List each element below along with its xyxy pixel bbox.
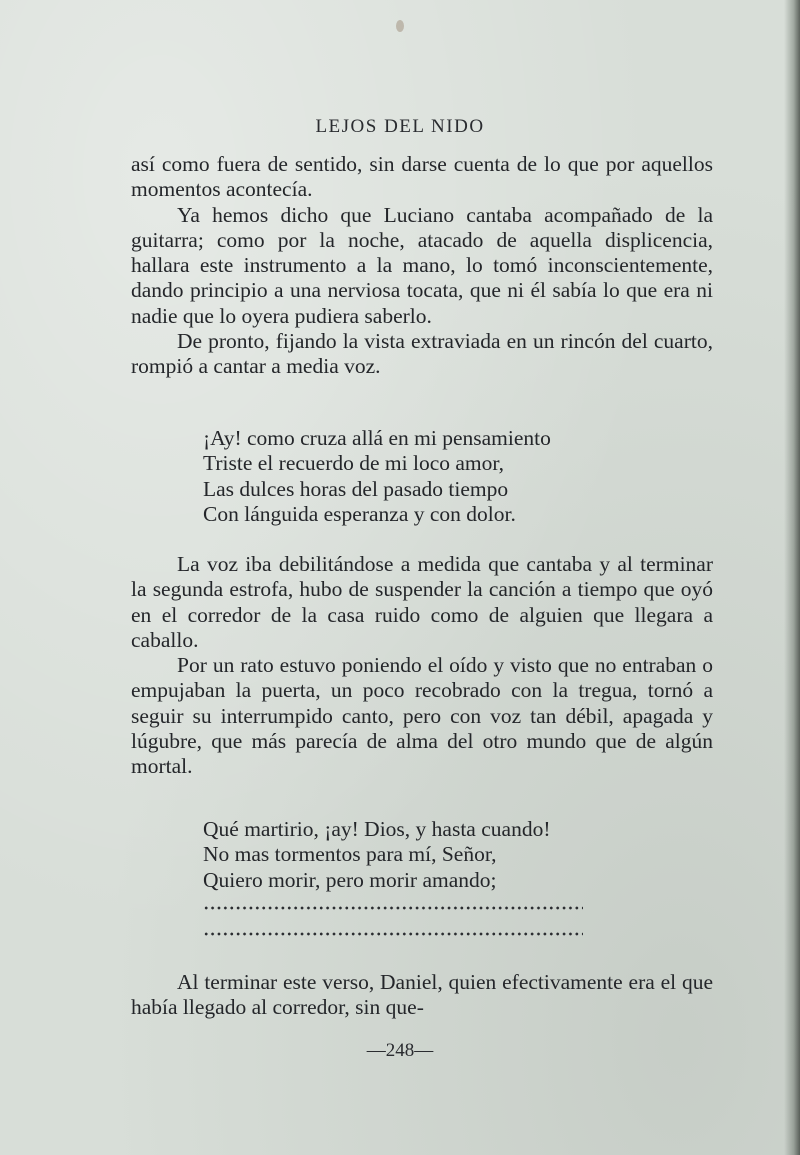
verse-line: Qué martirio, ¡ay! Dios, y hasta cuando! <box>203 817 551 841</box>
verse-stanza-1 <box>203 426 663 527</box>
paragraph: Al terminar este verso, Daniel, quien efectivamente era el que había llegado al corredor, sin que- <box>131 970 713 1020</box>
verse-stanza-2 <box>203 817 663 893</box>
prose-block-2 <box>131 552 713 780</box>
prose-block-3 <box>131 970 713 1021</box>
page-number: —248— <box>366 1040 434 1061</box>
ellipsis-dot-line <box>203 932 583 936</box>
page-edge-shadow <box>784 0 800 1155</box>
verse-line: Con lánguida esperanza y con dolor. <box>203 501 516 526</box>
paragraph: De pronto, fijando la vista extraviada en un rincón del cuarto, rompió a cantar a media voz. <box>131 329 713 379</box>
paragraph: Por un rato estuvo poniendo el oído y visto que no entraban o empujaban la puerta, un poco recobrado con la tregua, tornó a seguir su interrumpido canto, pero con voz tan débil, apagada y lúgubre, que más parecía de alma del otro mundo que de algún mortal. <box>131 653 713 779</box>
paragraph: así como fuera de sentido, sin darse cuenta de lo que por aquellos momentos acontecía. <box>131 152 713 202</box>
verse-line: No mas tormentos para mí, Señor, <box>203 842 497 867</box>
prose-block-1 <box>131 152 713 380</box>
paper-stain <box>396 20 404 32</box>
ellipsis-dot-line <box>203 906 583 910</box>
running-title: LEJOS DEL NIDO <box>315 116 485 137</box>
verse-line: ¡Ay! como cruza allá en mi pensamiento <box>203 426 551 450</box>
verse-line: Triste el recuerdo de mi loco amor, <box>203 451 505 476</box>
verse-line: Las dulces horas del pasado tiempo <box>203 476 509 501</box>
paragraph: La voz iba debilitándose a medida que cantaba y al terminar la segunda estrofa, hubo de suspender la canción a tiempo que oyó en el corredor de la casa ruido como de alguien que llegara a caballo. <box>131 552 713 652</box>
verse-line: Quiero morir, pero morir amando; <box>203 867 497 892</box>
paragraph: Ya hemos dicho que Luciano cantaba acompañado de la guitarra; como por la noche, atacado de aquella displicencia, hallara este instrumento a la mano, lo tomó inconscientemente, dando principio a una nerviosa tocata, que ni él sabía lo que era ni nadie que lo oyera pudiera saberlo. <box>131 202 713 328</box>
